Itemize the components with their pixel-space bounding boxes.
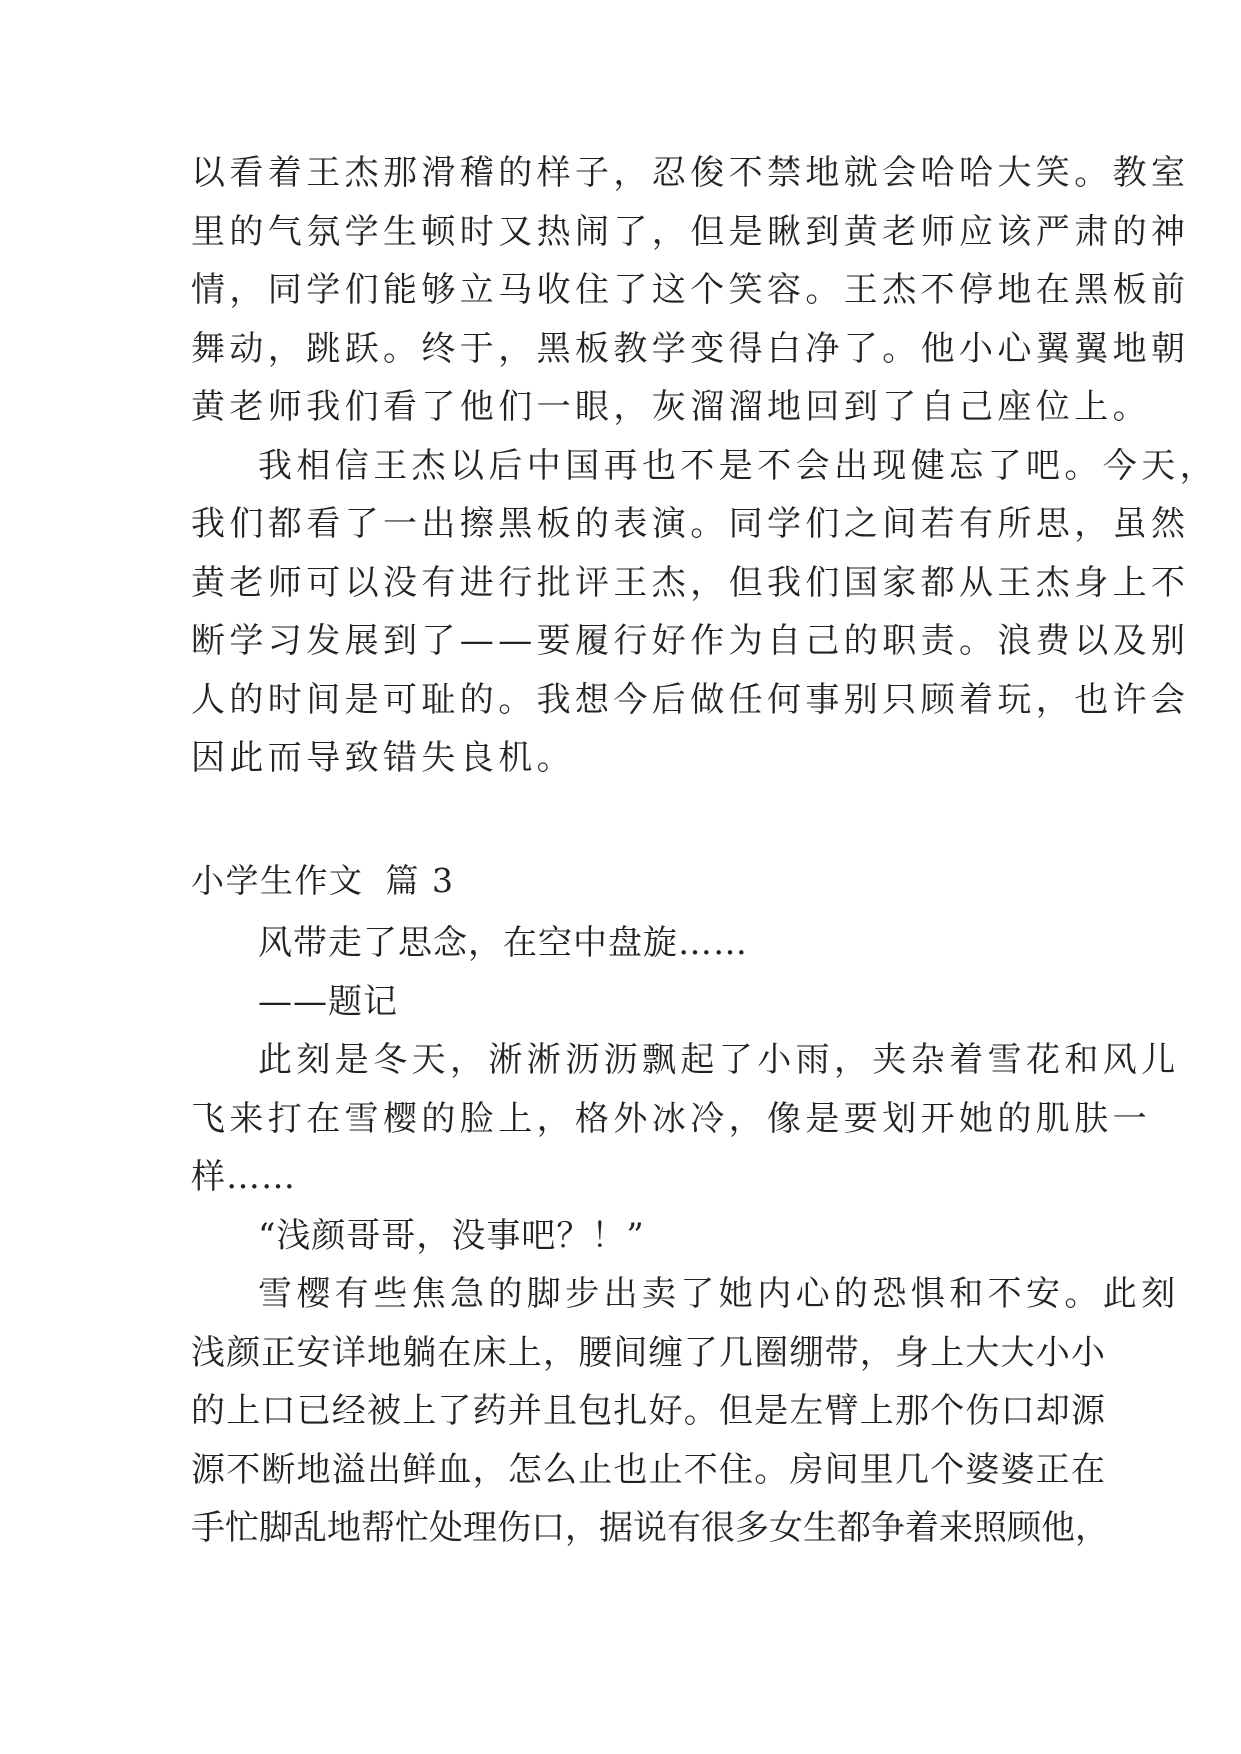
text-line: 以看着王杰那滑稽的样子，忍俊不禁地就会哈哈大笑。教室 <box>191 153 1190 193</box>
dialogue-line: “浅颜哥哥，没事吧？！” <box>258 1215 645 1256</box>
text-line: 雪樱有些焦急的脚步出卖了她内心的恐惧和不安。此刻 <box>258 1274 1180 1314</box>
text-line: 因此而导致错失良机。 <box>191 738 575 778</box>
text-line: 人的时间是可耻的。我想今后做任何事别只顾着玩，也许会 <box>191 679 1190 720</box>
text-line: 里的气氛学生顿时又热闹了，但是瞅到黄老师应该严肃的神 <box>191 211 1190 252</box>
text-line: 手忙脚乱地帮忙处理伤口，据说有很多女生都争着来照顾他， <box>191 1508 1109 1548</box>
text-line: 源不断地溢出鲜血，怎么止也止不住。房间里几个婆婆正在 <box>191 1449 1107 1490</box>
text-line: 的上口已经被上了药并且包扎好。但是左臂上那个伤口却源 <box>191 1391 1107 1431</box>
epigraph: 风带走了思念，在空中盘旋…… <box>258 923 748 963</box>
text-line: 情，同学们能够立马收住了这个笑容。王杰不停地在黑板前 <box>191 270 1190 310</box>
essay3-body <box>191 914 1180 1558</box>
text-line: 飞来打在雪樱的脸上，格外冰冷，像是要划开她的肌肤一 <box>191 1098 1151 1139</box>
text-line: 样…… <box>191 1157 296 1197</box>
epigraph-note: ——题记 <box>258 981 398 1022</box>
essay-title: 小学生作文 <box>191 861 364 900</box>
text-line: 此刻是冬天，淅淅沥沥飘起了小雨，夹杂着雪花和风儿 <box>258 1040 1180 1080</box>
essay2-body <box>191 144 1218 788</box>
text-line: 黄老师我们看了他们一眼，灰溜溜地回到了自己座位上。 <box>191 387 1151 427</box>
essay3-heading <box>191 852 455 910</box>
text-line: 断学习发展到了——要履行好作为自己的职责。浪费以及别 <box>191 621 1190 661</box>
text-line: 舞动，跳跃。终于，黑板教学变得白净了。他小心翼翼地朝 <box>191 328 1190 369</box>
text-line: 我相信王杰以后中国再也不是不会出现健忘了吧。今天， <box>258 445 1218 486</box>
essay-number: 篇 3 <box>385 861 455 900</box>
text-line: 我们都看了一出擦黑板的表演。同学们之间若有所思，虽然 <box>191 504 1190 544</box>
text-line: 黄老师可以没有进行批评王杰，但我们国家都从王杰身上不 <box>191 562 1190 603</box>
text-line: 浅颜正安详地躺在床上，腰间缠了几圈绷带，身上大大小小 <box>191 1332 1107 1373</box>
